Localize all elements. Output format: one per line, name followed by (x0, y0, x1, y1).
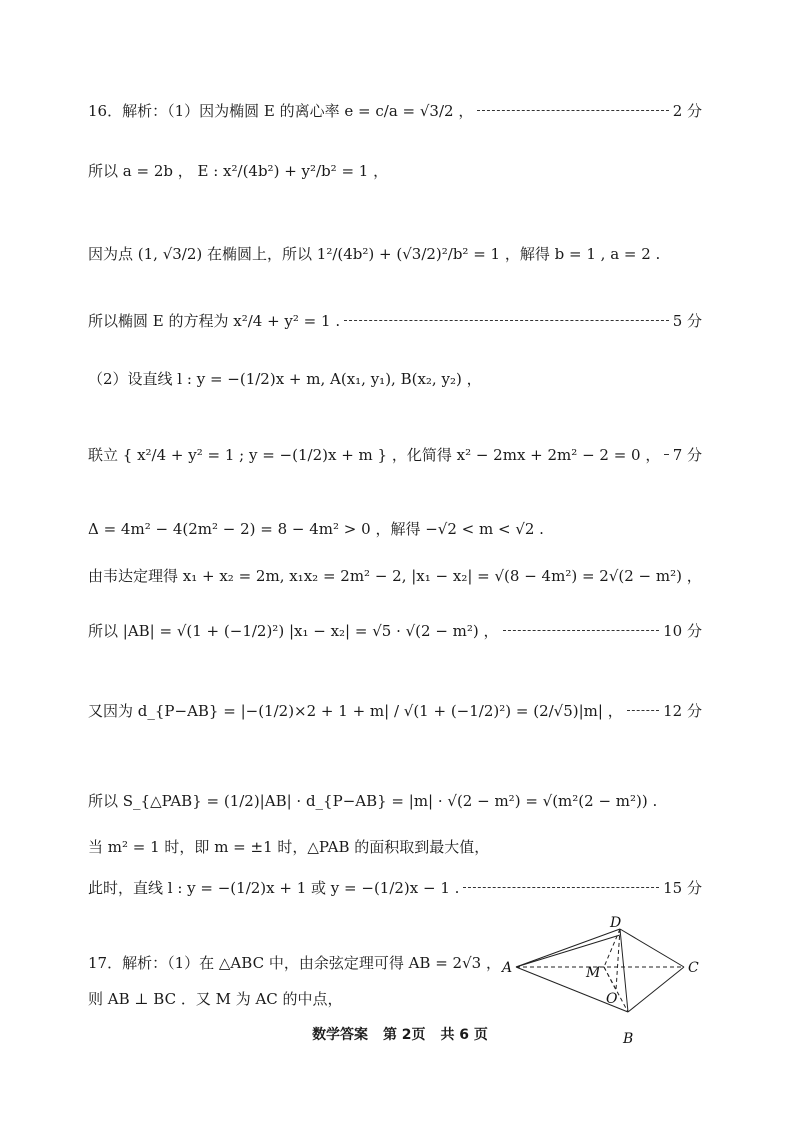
q16-line-3-text: 因为点 (1, √3/2) 在椭圆上，所以 1²/(4b²) + (√3/2)²/b² = 1 ，解得 b = 1 , a = 2 . (88, 245, 661, 263)
q16-line-4 (88, 310, 702, 331)
score-leader (664, 454, 668, 455)
edge-DM-hidden (604, 929, 620, 967)
edge-MO-hidden (604, 967, 616, 990)
q16-line-6 (88, 444, 702, 465)
score-mark: 2 分 (672, 102, 702, 120)
q16-line-5 (88, 368, 702, 389)
q17-line-2-text: 则 AB ⊥ BC ．又 M 为 AC 的中点， (88, 990, 343, 1008)
score-leader (477, 110, 668, 111)
q16-line-12-text: 当 m² = 1 时，即 m = ±1 时，△PAB 的面积取到最大值， (88, 838, 490, 856)
score-mark: 7 分 (672, 446, 702, 464)
page-footer (0, 1024, 800, 1044)
q16-line-13-text: 此时，直线 l : y = −(1/2)x + 1 或 y = −(1/2)x − 1 . (88, 879, 460, 897)
score-leader (627, 710, 659, 711)
q16-line-13 (88, 877, 702, 898)
q16-line-7 (88, 518, 702, 539)
edge-aux (516, 935, 620, 967)
pyramid-figure (498, 915, 708, 1047)
q16-line-2 (88, 160, 702, 181)
q16-line-1-text: 16．解析：（1）因为椭圆 E 的离心率 e = c/a = √3/2 ， (88, 102, 474, 120)
q16-line-1 (88, 100, 702, 121)
label-C: C (688, 960, 699, 976)
score-leader (463, 887, 659, 888)
edge-BC (628, 967, 684, 1012)
label-O: O (606, 991, 618, 1007)
q16-line-3 (88, 243, 702, 264)
edge-AD (516, 929, 620, 967)
score-mark: 15 分 (663, 879, 702, 897)
q16-line-8-text: 由韦达定理得 x₁ + x₂ = 2m, x₁x₂ = 2m² − 2, |x₁ − x₂| = √(8 − 4m²) = 2√(2 − m²) ， (88, 567, 702, 585)
edge-DC (620, 929, 684, 967)
q16-line-12 (88, 836, 702, 857)
q16-line-6-text: 联立 { x²/4 + y² = 1 ; y = −(1/2)x + m } ，化简得 x² − 2mx + 2m² − 2 = 0 ， (88, 446, 661, 464)
footer-total: 共 6 页 (440, 1027, 488, 1043)
q17-line-1-text: 17．解析：（1）在 △ABC 中，由余弦定理可得 AB = 2√3 ， (88, 954, 501, 972)
footer-subject: 数学答案 (312, 1027, 369, 1043)
q16-line-9-text: 所以 |AB| = √(1 + (−1/2)²) |x₁ − x₂| = √5 · √(2 − m²) ， (88, 622, 499, 640)
score-mark: 5 分 (672, 312, 702, 330)
score-mark: 12 分 (663, 702, 702, 720)
q16-line-10 (88, 700, 702, 721)
q16-line-9 (88, 620, 702, 641)
label-A: A (502, 960, 513, 976)
label-D: D (610, 915, 622, 931)
q17-line-1 (88, 952, 501, 973)
q16-line-5-text: （2）设直线 l : y = −(1/2)x + m, A(x₁, y₁), B(x₂, y₂) ， (88, 370, 482, 388)
q16-line-8 (88, 565, 702, 586)
q16-line-11-text: 所以 S_{△PAB} = (1/2)|AB| · d_{P−AB} = |m| · √(2 − m²) = √(m²(2 − m²)) . (88, 792, 658, 810)
footer-page: 第 2页 (382, 1027, 426, 1043)
q16-line-4-text: 所以椭圆 E 的方程为 x²/4 + y² = 1 . (88, 312, 341, 330)
q16-line-11 (88, 790, 702, 811)
q16-line-7-text: Δ = 4m² − 4(2m² − 2) = 8 − 4m² > 0 ，解得 −√2 < m < √2 . (88, 520, 544, 538)
score-leader (503, 630, 660, 631)
q16-line-10-text: 又因为 d_{P−AB} = |−(1/2)×2 + 1 + m| / √(1 + (−1/2)²) = (2/√5)|m| ， (88, 702, 623, 720)
score-mark: 10 分 (663, 622, 702, 640)
q16-line-2-text: 所以 a = 2b ， E : x²/(4b²) + y²/b² = 1 ， (88, 162, 389, 180)
label-M: M (586, 965, 601, 981)
label-B: B (623, 1031, 634, 1047)
q17-line-2 (88, 988, 490, 1009)
score-leader (344, 320, 669, 321)
